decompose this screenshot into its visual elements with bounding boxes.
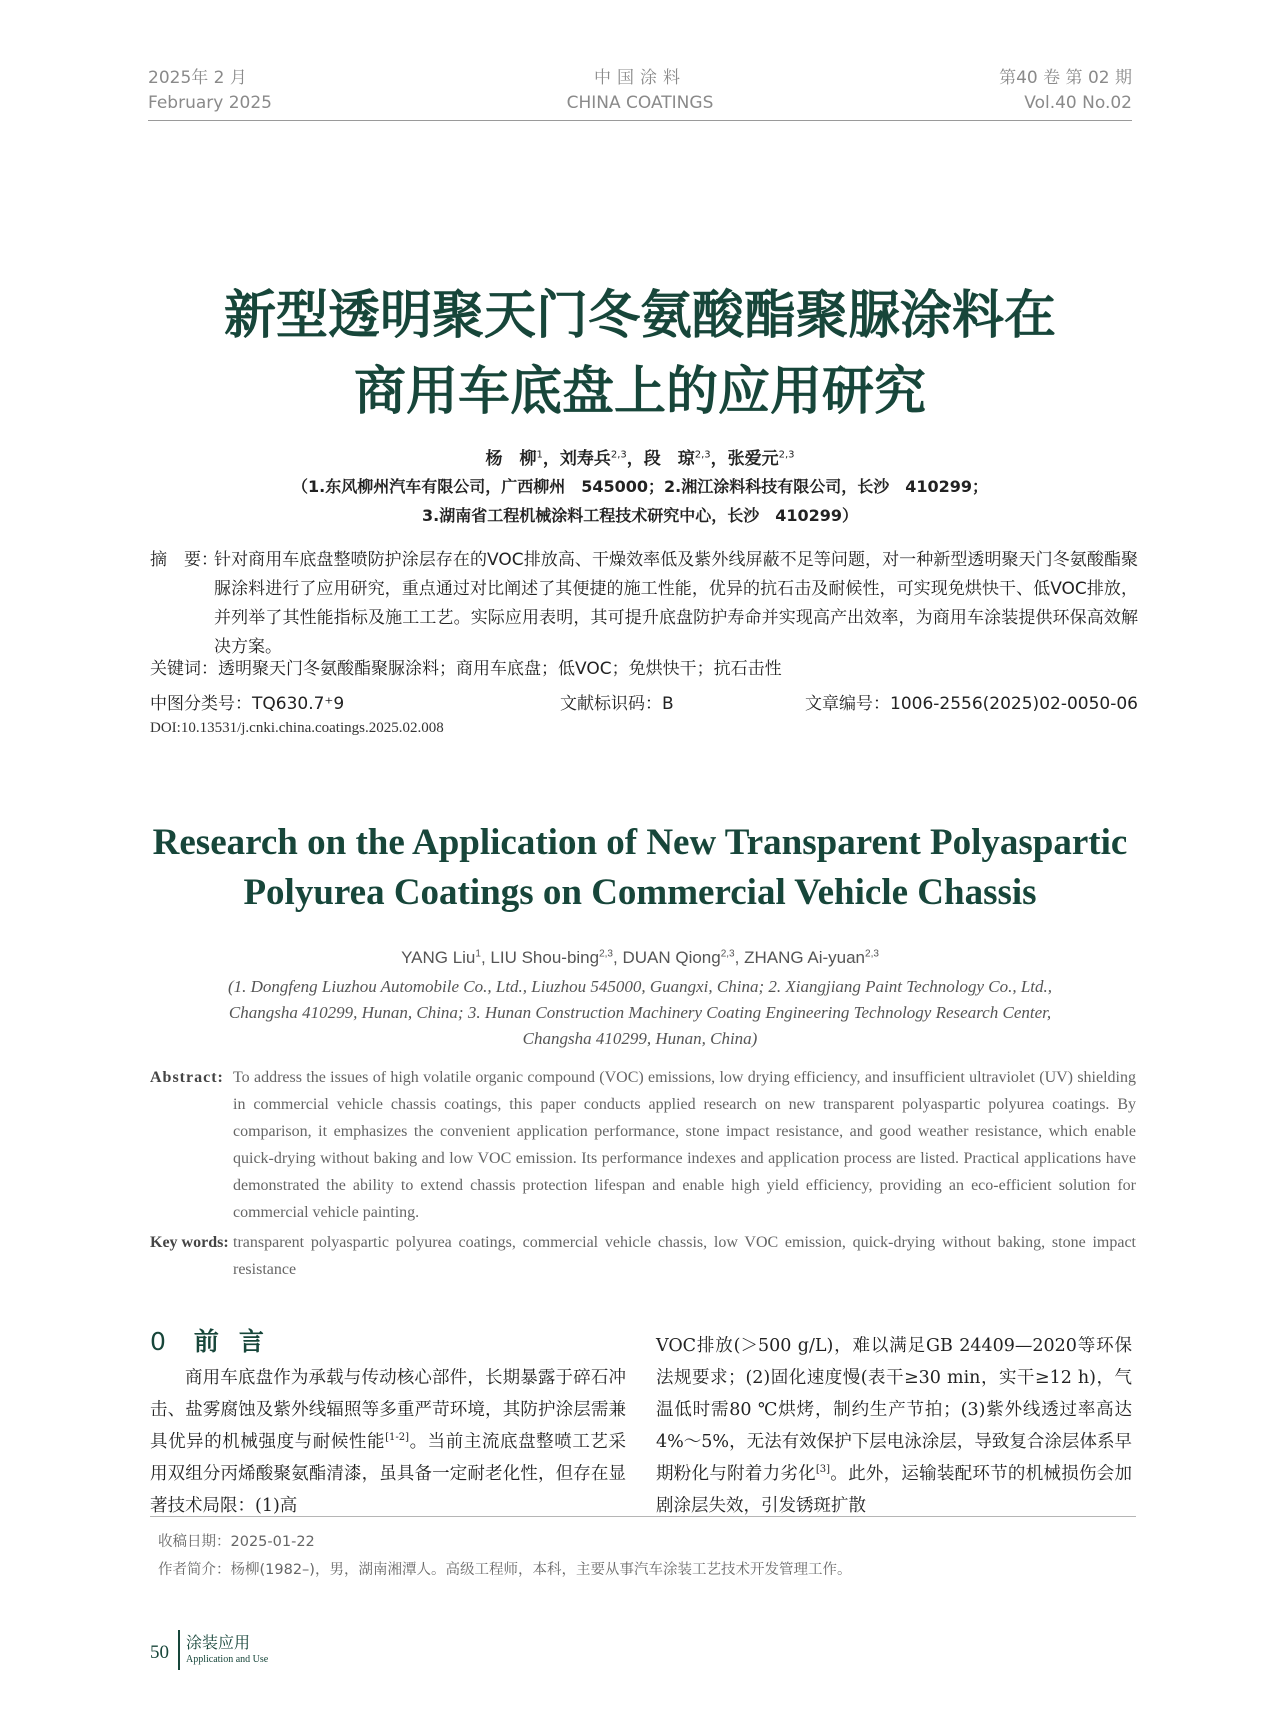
english-keywords-label: Key words: [150,1234,229,1251]
author-separator: ， [626,449,644,469]
english-affiliations [150,974,1130,1052]
author-affiliation-mark: 2,3 [865,948,879,960]
english-keywords [150,1229,1136,1283]
chinese-title-line-2: 商用车底盘上的应用研究 [353,362,926,422]
author-name: 刘寿兵 [559,449,611,469]
citation-ref: [1-2] [385,1432,409,1444]
document-code: 文献标识码：B [560,694,674,714]
chinese-abstract-text: 针对商用车底盘整喷防护涂层存在的VOC排放高、干燥效率低及紫外线屏蔽不足等问题，对一种新型透明聚天门冬氨酸酯聚脲涂料进行了应用研究，重点通过对比阐述了其便捷的施工性能，优异的抗石击及耐候性，可实现免烘快干、低VOC排放，并列举了其性能指标及施工工艺。实际应用表明，其可提升底盘防护寿命并实现高产出效率，为商用车涂装提供环保高效解决方案。 [214,550,1138,657]
english-title [100,818,1180,918]
section-title: 前言 [193,1327,284,1356]
author-separator: , [734,948,745,967]
author-separator: ， [542,449,560,469]
author-name: DUAN Qiong [622,948,721,967]
body-text: 商用车底盘作为承载与传动核心部件，长期暴露于碎石冲击、盐雾腐蚀及紫外线辐照等多重严苛环境，其防护涂层需兼具优异的机械强度与耐候性能 [150,1368,626,1452]
author-affiliation-mark: 2,3 [720,948,735,960]
english-affiliation-line: Changsha 410299, Hunan, China) [522,1029,758,1048]
chinese-authors [0,444,1280,469]
author-name: 张爱元 [727,449,779,469]
header-journal-zh: 中国涂料 [594,68,686,88]
column-name-zh: 涂装应用 [186,1633,251,1652]
received-date: 收稿日期：2025-01-22 [158,1534,315,1550]
author-name: 杨 柳 [485,449,537,469]
body-column-right [656,1330,1132,1522]
footer-divider-bar [178,1630,180,1670]
chinese-affiliation-line: 3.湖南省工程机械涂料工程技术研究中心，长沙 410299） [421,506,858,525]
classification-row [150,689,1138,715]
english-keywords-text: transparent polyaspartic polyurea coatings, commercial vehicle chassis, low VOC emission, quick-drying without baking, stone impact resistance [233,1234,1136,1278]
header-journal [148,66,1132,116]
body-text: 。当前主流底盘整喷工艺采用双组分丙烯酸聚氨酯清漆，虽具备一定耐老化性，但存在显著技术局限：(1)高 [150,1432,627,1516]
author-bio: 作者简介：杨柳(1982–)，男，湖南湘潭人。高级工程师，本科，主要从事汽车涂装工艺技术开发管理工作。 [158,1562,852,1578]
english-affiliation-line: Changsha 410299, Hunan, China; 3. Hunan Construction Machinery Coating Engineering Technology Research Center, [228,1003,1052,1022]
chinese-keywords: 关键词：透明聚天门冬氨酸酯聚脲涂料；商用车底盘；低VOC；免烘快干；抗石击性 [150,659,782,679]
chinese-abstract-label: 摘 要： [150,550,218,570]
author-name: 段 琼 [643,449,695,469]
page-number: 50 [150,1642,169,1663]
chinese-abstract [150,546,1138,662]
author-affiliation-mark: 1 [536,449,543,461]
author-affiliation-mark: 1 [475,948,481,960]
author-separator: , [613,948,623,967]
section-number: 0 [150,1327,166,1356]
header-volume-zh: 第40 卷 第 02 期 [999,68,1132,88]
chinese-affiliations [150,472,1130,530]
english-title-line-2: Polyurea Coatings on Commercial Vehicle Chassis [243,872,1037,913]
chinese-title [100,278,1180,430]
body-text: 。此外，运输装配环节的机械损伤会加剧涂层失效，引发锈斑扩散 [656,1464,1133,1516]
author-separator: ， [710,449,728,469]
author-name: YANG Liu [401,948,476,967]
running-header [148,66,1132,121]
article-number: 文章编号：1006-2556(2025)02-0050-06 [805,694,1138,714]
body-column-left [150,1362,626,1522]
author-name: LIU Shou-bing [490,948,600,967]
header-volume [999,66,1132,116]
header-date-zh: 2025年 2 月 [148,68,247,88]
header-journal-en: CHINA COATINGS [566,93,714,113]
header-date-en: February 2025 [148,93,272,113]
clc-number: 中图分类号：TQ630.7⁺9 [150,694,345,714]
english-title-line-1: Research on the Application of New Transparent Polyaspartic [152,822,1128,863]
english-affiliation-line: (1. Dongfeng Liuzhou Automobile Co., Ltd., Liuzhou 545000, Guangxi, China; 2. Xiangjiang Paint Technology Co., Ltd., [227,977,1053,996]
chinese-title-line-1: 新型透明聚天门冬氨酸酯聚脲涂料在 [223,286,1056,346]
footnote-divider [150,1516,1136,1517]
header-volume-en: Vol.40 No.02 [1024,93,1132,113]
body-text: VOC排放(＞500 g/L)，难以满足GB 24409—2020等环保法规要求；(2)固化速度慢(表干≥30 min，实干≥12 h)，气温低时需80 ℃烘烤，制约生产节拍；(3)紫外线透过率高达4%～5%，无法有效保护下层电泳涂层，导致复合涂层体系早期粉化与附着力劣化 [656,1336,1132,1484]
doi: DOI:10.13531/j.cnki.china.coatings.2025.02.008 [150,720,444,736]
english-abstract [150,1064,1136,1226]
citation-ref: [3] [815,1464,831,1476]
author-name: ZHANG Ai-yuan [744,948,866,967]
author-affiliation-mark: 2,3 [599,948,613,960]
english-abstract-text: To address the issues of high volatile organic compound (VOC) emissions, low drying efficiency, and insufficient ultraviolet (UV) shielding in commercial vehicle chassis coatings, this paper conducts applied research on new transparent polyaspartic polyurea coatings. By comparison, it emphasizes the convenient application performance, stone impact resistance, and good weather resistance, which enable quick-drying without baking and low VOC emission. Its performance indexes and application process are listed. Practical applications have demonstrated the ability to extend chassis protection lifespan and enable high yield efficiency, providing an eco-efficient solution for commercial vehicle painting. [233,1069,1136,1221]
english-authors [0,948,1280,968]
section-heading [150,1322,284,1358]
english-abstract-label: Abstract: [150,1069,224,1086]
author-affiliation-mark: 2,3 [610,449,627,461]
column-name-en: Application and Use [186,1654,269,1665]
author-separator: , [480,948,491,967]
author-affiliation-mark: 2,3 [694,449,711,461]
chinese-affiliation-line: （1.东风柳州汽车有限公司，广西柳州 545000；2.湘江涂料科技有限公司，长沙 410299； [291,477,989,496]
author-affiliation-mark: 2,3 [778,449,795,461]
